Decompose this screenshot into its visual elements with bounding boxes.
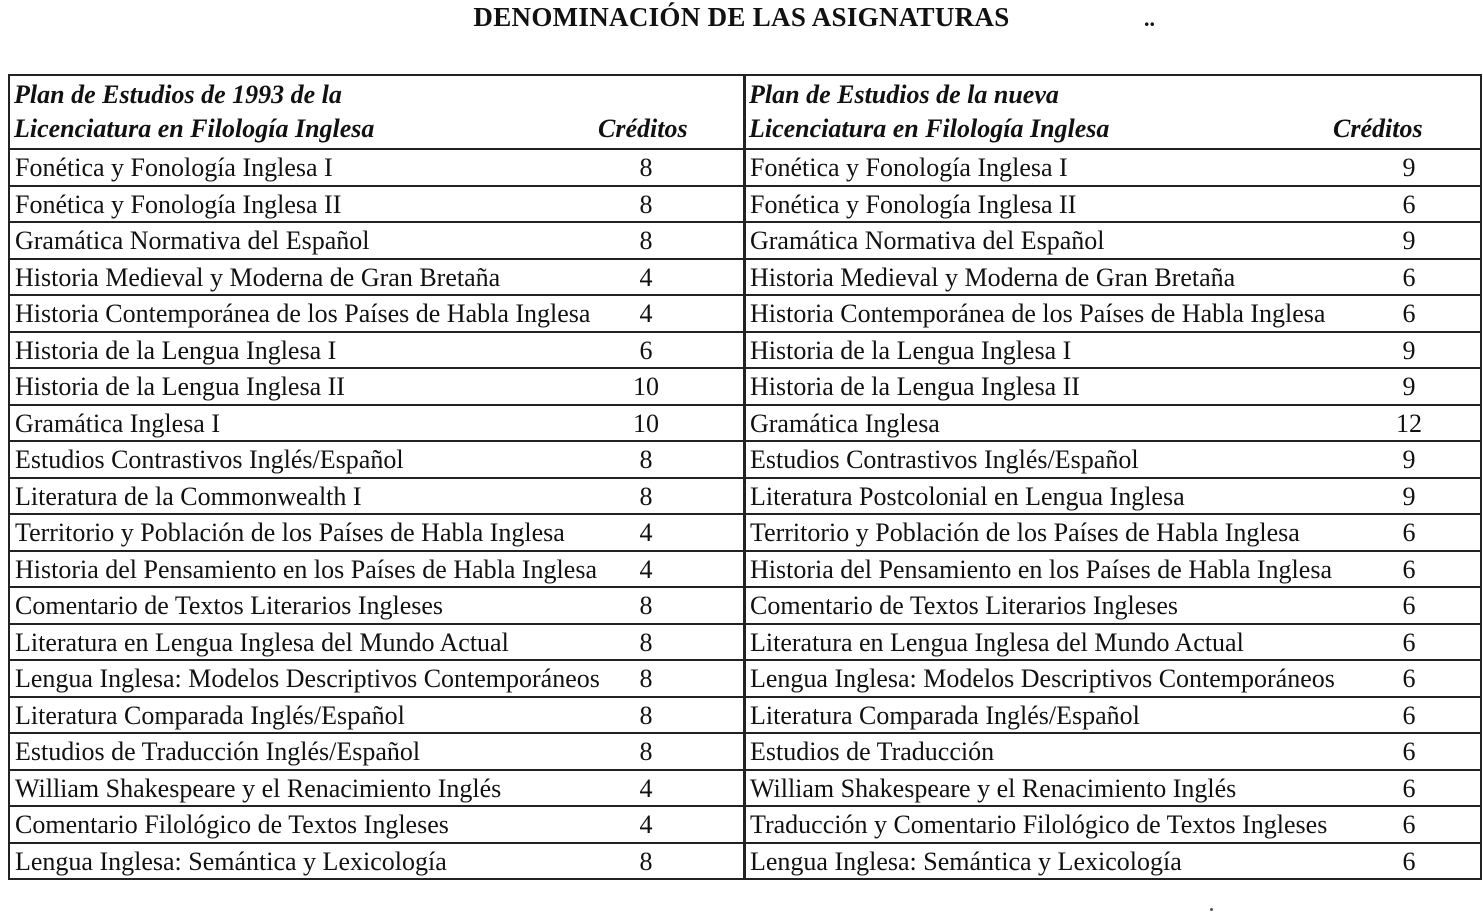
new-plan-credits-value: 6 (1402, 700, 1416, 730)
old-plan-credits-value: 8 (639, 737, 653, 766)
old-plan-row (10, 296, 744, 333)
old-plan-row (10, 734, 744, 771)
new-plan-credits-value: 9 (1402, 153, 1416, 182)
old-plan-subject-name: Literatura Comparada Inglés/Español (15, 700, 405, 730)
new-plan-header (745, 74, 1480, 150)
old-plan-row (10, 698, 744, 735)
old-plan-credits-value: 8 (639, 700, 653, 730)
old-plan-subject-name: Lengua Inglesa: Semántica y Lexicología (15, 846, 447, 876)
old-plan-subject-name: Gramática Inglesa I (15, 408, 221, 438)
new-plan-credits-label: Créditos (1333, 114, 1423, 143)
new-plan-subject-name: Literatura en Lengua Inglesa del Mundo Actual (750, 627, 1244, 657)
old-plan-header-line1: Plan de Estudios de 1993 de la (14, 80, 342, 109)
new-plan-subject-name: Historia de la Lengua Inglesa I (750, 335, 1072, 365)
new-plan-row (745, 552, 1480, 589)
new-plan-row (745, 187, 1480, 224)
new-plan-subject-name: Historia Medieval y Moderna de Gran Bretaña (750, 262, 1236, 292)
new-plan-header-line2: Licenciatura en Filología Inglesa (749, 114, 1110, 143)
old-plan-column (8, 74, 746, 880)
new-plan-credits-value: 6 (1402, 518, 1416, 547)
new-plan-row (745, 771, 1480, 808)
new-plan-subject-name: Territorio y Población de los Países de Habla Inglesa (750, 518, 1300, 547)
new-plan-credits-value: 6 (1402, 554, 1416, 584)
new-plan-column (743, 74, 1482, 880)
old-plan-row (10, 807, 744, 844)
new-plan-credits-value: 12 (1396, 408, 1422, 438)
new-plan-credits-value: 6 (1402, 591, 1416, 620)
old-plan-row (10, 588, 744, 625)
old-plan-credits-value: 4 (639, 554, 653, 584)
new-plan-credits-value: 6 (1402, 773, 1416, 803)
new-plan-subject-name: Fonética y Fonología Inglesa II (750, 189, 1077, 219)
old-plan-subject-name: Gramática Normativa del Español (15, 226, 370, 255)
old-plan-row (10, 515, 744, 552)
new-plan-credits-value: 9 (1402, 372, 1416, 401)
old-plan-credits-value: 8 (639, 591, 653, 620)
old-plan-subject-name: Comentario de Textos Literarios Ingleses (15, 591, 444, 620)
old-plan-header (10, 74, 744, 150)
new-plan-row (745, 223, 1480, 260)
old-plan-credits-value: 8 (639, 226, 653, 255)
old-plan-row (10, 150, 744, 187)
new-plan-row (745, 588, 1480, 625)
new-plan-header-line1: Plan de Estudios de la nueva (749, 80, 1059, 109)
new-plan-subject-name: Historia del Pensamiento en los Países de Habla Inglesa (750, 554, 1332, 584)
old-plan-row (10, 625, 744, 662)
old-plan-subject-name: Historia del Pensamiento en los Países de Habla Inglesa (15, 554, 597, 584)
new-plan-credits-value: 9 (1402, 445, 1416, 474)
new-plan-credits-value: 6 (1402, 810, 1416, 839)
old-plan-subject-name: Fonética y Fonología Inglesa I (15, 153, 333, 182)
new-plan-row (745, 296, 1480, 333)
old-plan-header-line2: Licenciatura en Filología Inglesa (14, 114, 375, 143)
new-plan-rows (745, 150, 1480, 880)
page-title: DENOMINACIÓN DE LAS ASIGNATURAS (473, 2, 1010, 32)
new-plan-subject-name: Estudios de Traducción (750, 737, 995, 766)
old-plan-credits-value: 4 (639, 518, 653, 547)
old-plan-credits-value: 8 (639, 481, 653, 511)
old-plan-subject-name: Fonética y Fonología Inglesa II (15, 189, 342, 219)
new-plan-row (745, 260, 1480, 297)
new-plan-credits-value: 6 (1402, 189, 1416, 219)
new-plan-subject-name: William Shakespeare y el Renacimiento Inglés (750, 773, 1237, 803)
old-plan-row (10, 260, 744, 297)
old-plan-row (10, 552, 744, 589)
new-plan-row (745, 442, 1480, 479)
new-plan-row (745, 661, 1480, 698)
title-mark: .. (1144, 6, 1155, 31)
old-plan-subject-name: Historia de la Lengua Inglesa II (15, 372, 345, 401)
new-plan-row (745, 734, 1480, 771)
new-plan-row (745, 515, 1480, 552)
old-plan-row (10, 442, 744, 479)
old-plan-credits-value: 8 (639, 664, 653, 693)
new-plan-subject-name: Lengua Inglesa: Semántica y Lexicología (750, 846, 1182, 876)
new-plan-credits-value: 9 (1402, 335, 1416, 365)
new-plan-credits-value: 9 (1402, 226, 1416, 255)
new-plan-subject-name: Comentario de Textos Literarios Ingleses (750, 591, 1179, 620)
new-plan-credits-value: 6 (1402, 846, 1416, 876)
new-plan-row (745, 479, 1480, 516)
old-plan-subject-name: Lengua Inglesa: Modelos Descriptivos Contemporáneos (15, 664, 600, 693)
old-plan-credits-label: Créditos (598, 114, 688, 143)
old-plan-credits-value: 10 (633, 372, 659, 401)
old-plan-subject-name: Historia Contemporánea de los Países de Habla Inglesa (15, 299, 591, 328)
new-plan-subject-name: Literatura Postcolonial en Lengua Inglesa (750, 481, 1185, 511)
old-plan-credits-value: 6 (639, 335, 653, 365)
new-plan-row (745, 807, 1480, 844)
new-plan-row (745, 333, 1480, 370)
old-plan-rows (10, 150, 744, 880)
new-plan-row (745, 844, 1480, 881)
old-plan-credits-value: 4 (639, 773, 653, 803)
new-plan-row (745, 406, 1480, 443)
old-plan-subject-name: Literatura en Lengua Inglesa del Mundo Actual (15, 627, 509, 657)
old-plan-subject-name: Territorio y Población de los Países de Habla Inglesa (15, 518, 565, 547)
old-plan-credits-value: 8 (639, 189, 653, 219)
old-plan-row (10, 771, 744, 808)
old-plan-credits-value: 8 (639, 153, 653, 182)
old-plan-subject-name: Literatura de la Commonwealth I (15, 481, 362, 511)
new-plan-subject-name: Gramática Normativa del Español (750, 226, 1105, 255)
old-plan-credits-value: 4 (639, 810, 653, 839)
old-plan-credits-value: 4 (639, 262, 653, 292)
new-plan-credits-value: 6 (1402, 262, 1416, 292)
new-plan-subject-name: Lengua Inglesa: Modelos Descriptivos Contemporáneos (750, 664, 1335, 693)
old-plan-subject-name: Estudios Contrastivos Inglés/Español (15, 445, 404, 474)
new-plan-subject-name: Traducción y Comentario Filológico de Textos Ingleses (750, 810, 1328, 839)
speck-mark (1210, 908, 1213, 911)
old-plan-credits-value: 8 (639, 627, 653, 657)
old-plan-row (10, 369, 744, 406)
old-plan-row (10, 187, 744, 224)
new-plan-subject-name: Fonética y Fonología Inglesa I (750, 153, 1068, 182)
new-plan-credits-value: 6 (1402, 627, 1416, 657)
new-plan-row (745, 625, 1480, 662)
new-plan-row (745, 150, 1480, 187)
new-plan-subject-name: Literatura Comparada Inglés/Español (750, 700, 1140, 730)
old-plan-row (10, 333, 744, 370)
new-plan-subject-name: Estudios Contrastivos Inglés/Español (750, 445, 1139, 474)
new-plan-credits-value: 6 (1402, 299, 1416, 328)
old-plan-credits-value: 10 (633, 408, 659, 438)
old-plan-row (10, 479, 744, 516)
new-plan-subject-name: Historia Contemporánea de los Países de Habla Inglesa (750, 299, 1326, 328)
old-plan-subject-name: Historia Medieval y Moderna de Gran Bretaña (15, 262, 501, 292)
old-plan-credits-value: 4 (639, 299, 653, 328)
old-plan-subject-name: William Shakespeare y el Renacimiento Inglés (15, 773, 502, 803)
old-plan-credits-value: 8 (639, 445, 653, 474)
old-plan-row (10, 844, 744, 881)
new-plan-credits-value: 6 (1402, 737, 1416, 766)
old-plan-row (10, 223, 744, 260)
new-plan-subject-name: Gramática Inglesa (750, 408, 940, 438)
old-plan-subject-name: Comentario Filológico de Textos Ingleses (15, 810, 449, 839)
old-plan-credits-value: 8 (639, 846, 653, 876)
new-plan-credits-value: 6 (1402, 664, 1416, 693)
new-plan-subject-name: Historia de la Lengua Inglesa II (750, 372, 1080, 401)
new-plan-row (745, 698, 1480, 735)
old-plan-subject-name: Estudios de Traducción Inglés/Español (15, 737, 421, 766)
old-plan-row (10, 661, 744, 698)
new-plan-credits-value: 9 (1402, 481, 1416, 511)
old-plan-row (10, 406, 744, 443)
old-plan-subject-name: Historia de la Lengua Inglesa I (15, 335, 337, 365)
new-plan-row (745, 369, 1480, 406)
